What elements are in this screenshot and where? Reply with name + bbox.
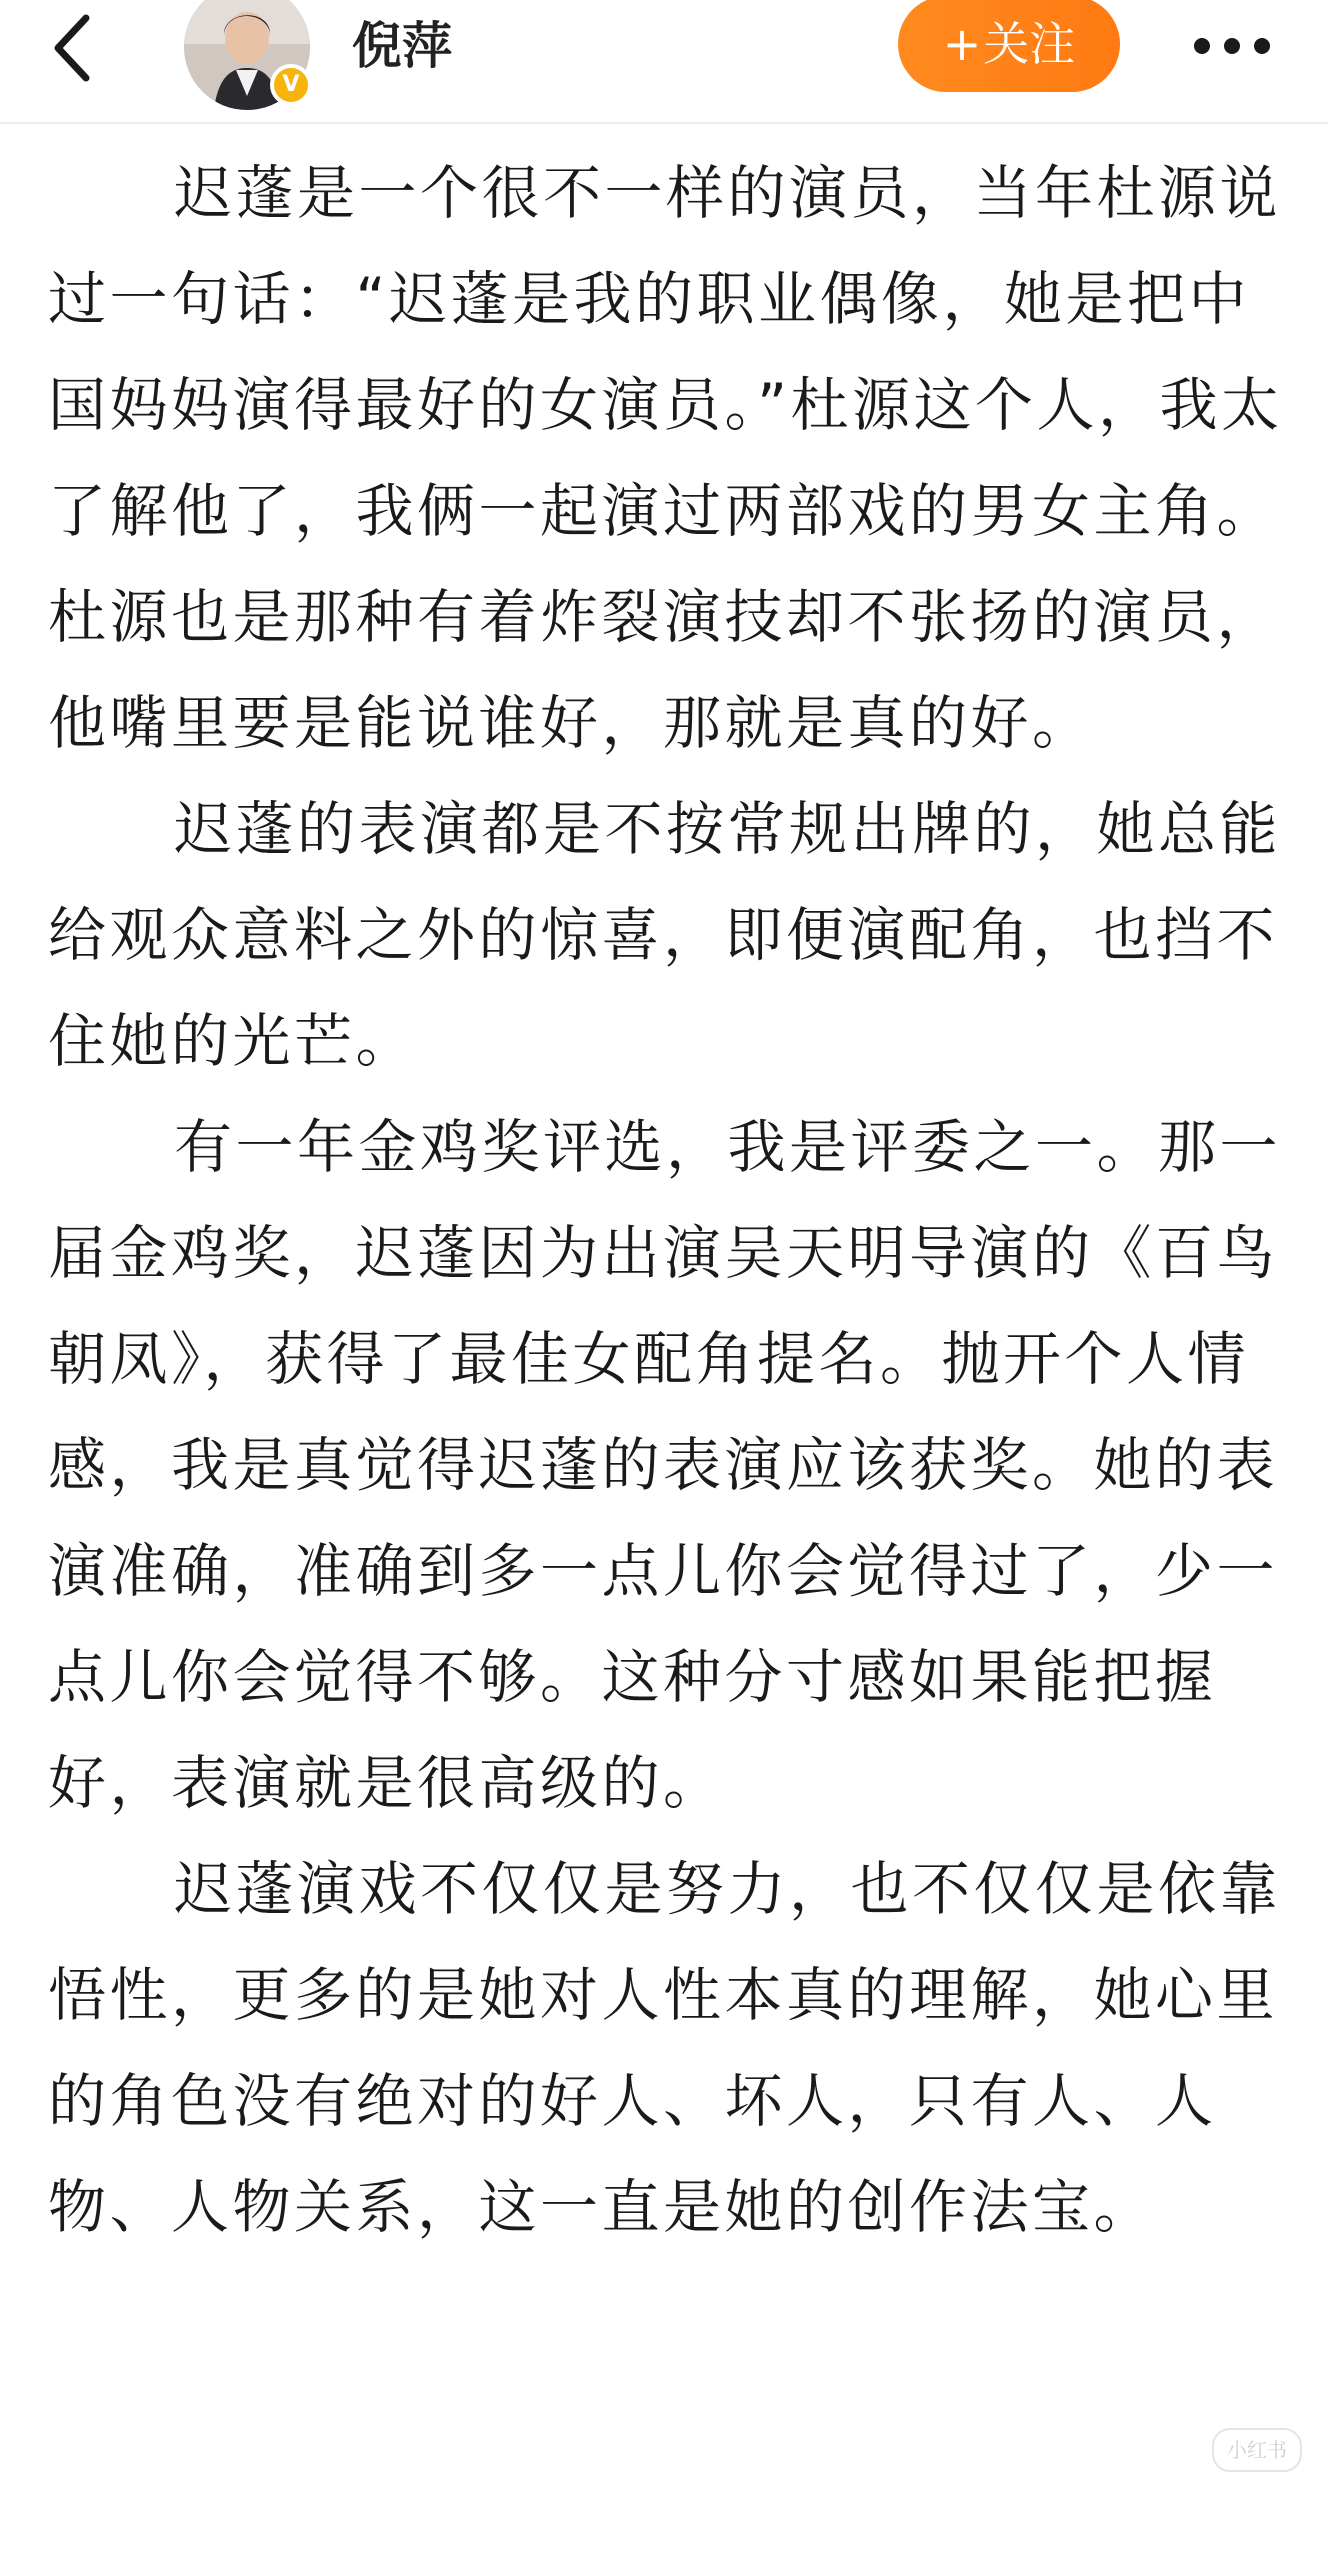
chevron-left-icon	[40, 8, 112, 88]
follow-label: 关注	[983, 17, 1076, 71]
article-paragraph: 迟蓬是一个很不一样的演员，当年杜源说过一句话：“迟蓬是我的职业偶像，她是把中国妈妈演得最好的女演员。”杜源这个人，我太了解他了，我俩一起演过两部戏的男女主角。杜源也是那种有着炸裂演技却不张扬的演员，他嘴里要是能说谁好，那就是真的好。	[48, 159, 1283, 757]
watermark-logo: 小红书	[1212, 2428, 1302, 2472]
plus-icon: +	[942, 17, 982, 71]
article-paragraph: 迟蓬演戏不仅仅是努力，也不仅仅是依靠悟性，更多的是她对人性本真的理解，她心里的角色没有绝对的好人、坏人，只有人、人物、人物关系，这一直是她的创作法宝。	[48, 1855, 1282, 2241]
article-body	[48, 140, 1288, 2260]
more-horizontal-icon	[1180, 14, 1284, 78]
follow-button[interactable]	[898, 0, 1120, 92]
verified-badge: V	[270, 64, 312, 106]
top-nav-bar	[0, 0, 1328, 124]
more-button[interactable]	[1180, 14, 1284, 78]
article-paragraph: 迟蓬的表演都是不按常规出牌的，她总能给观众意料之外的惊喜，即便演配角，也挡不住她的光芒。	[48, 795, 1282, 1075]
back-button[interactable]	[40, 8, 112, 88]
username[interactable]: 倪萍	[352, 17, 452, 75]
article-paragraph: 有一年金鸡奖评选，我是评委之一。那一届金鸡奖，迟蓬因为出演吴天明导演的《百鸟朝凤》，获得了最佳女配角提名。抛开个人情感，我是真觉得迟蓬的表演应该获奖。她的表演准确，准确到多一点儿你会觉得过了，少一点儿你会觉得不够。这种分寸感如果能把握好，表演就是很高级的。	[48, 1113, 1282, 1817]
